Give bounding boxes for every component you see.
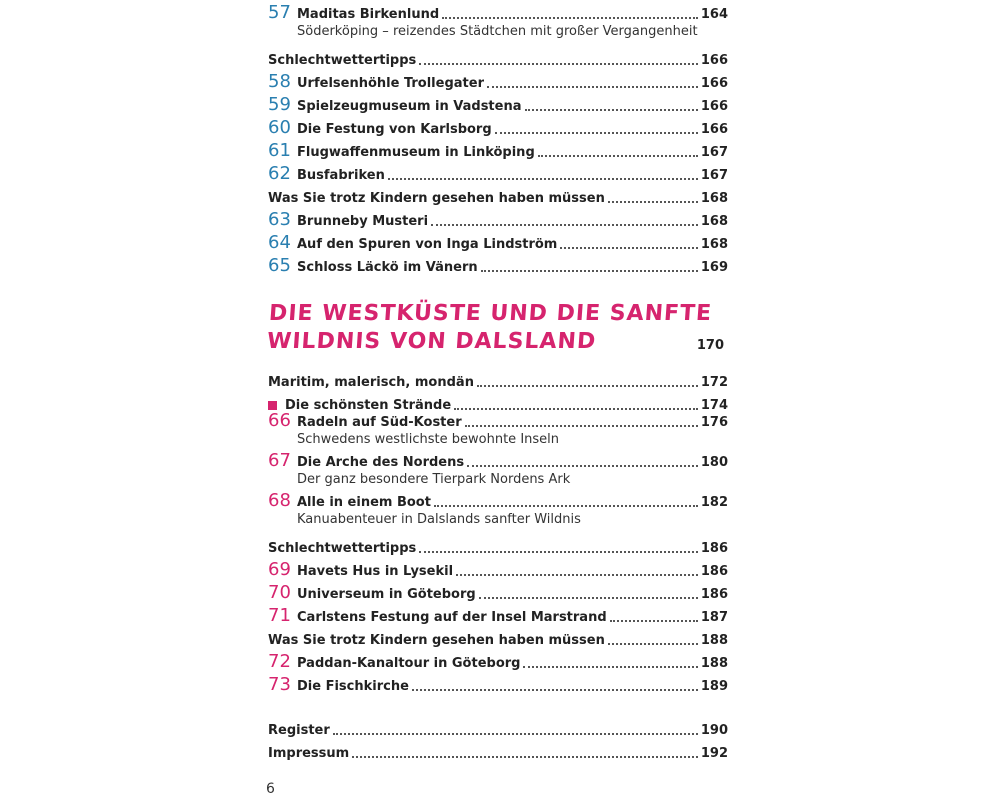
toc-entry[interactable]	[268, 603, 728, 626]
entry-number: 66	[268, 410, 291, 431]
entry-title: Die Arche des Nordens	[297, 455, 465, 470]
entry-page: 164	[700, 7, 728, 22]
entry-number: 59	[268, 94, 291, 115]
toc-entry[interactable]	[268, 626, 728, 649]
toc-entry[interactable]	[268, 69, 728, 92]
entry-page: 182	[700, 495, 728, 510]
toc-entry[interactable]	[268, 46, 728, 69]
toc-entry[interactable]	[268, 450, 728, 471]
toc-entry[interactable]	[268, 230, 728, 253]
entry-number: 67	[268, 450, 291, 471]
entry-page: 174	[700, 398, 728, 413]
entry-page: 168	[700, 214, 728, 229]
toc-entry[interactable]	[268, 649, 728, 672]
dot-leader	[495, 132, 698, 134]
entry-page: 192	[700, 746, 728, 761]
entry-page: 186	[700, 564, 728, 579]
entry-page: 187	[700, 610, 728, 625]
entry-title: Register	[268, 723, 330, 738]
entry-page: 186	[700, 541, 728, 556]
entry-page: 166	[700, 99, 728, 114]
entry-page: 168	[700, 191, 728, 206]
entry-title: Paddan-Kanaltour in Göteborg	[297, 656, 521, 671]
entry-page: 166	[700, 122, 728, 137]
entry-number: 73	[268, 674, 291, 695]
entry-title: Die Festung von Karlsborg	[297, 122, 492, 137]
entry-title: Spielzeugmuseum in Vadstena	[297, 99, 522, 114]
section-title-line-2: WILDNIS VON DALSLAND	[266, 329, 598, 354]
entry-page: 186	[700, 587, 728, 602]
toc-list-ostergotland	[268, 2, 728, 276]
dot-leader	[456, 574, 698, 576]
dot-leader	[442, 17, 698, 19]
dot-leader	[454, 408, 698, 410]
toc-entry[interactable]	[268, 92, 728, 115]
dot-leader	[608, 643, 698, 645]
entry-page: 188	[700, 656, 728, 671]
toc-entry[interactable]	[268, 580, 728, 603]
entry-title: Alle in einem Boot	[297, 495, 431, 510]
toc-entry[interactable]	[268, 2, 728, 23]
entry-title: Schlechtwettertipps	[268, 541, 417, 556]
dot-leader	[481, 270, 698, 272]
entry-subtitle: Kanuabenteuer in Dalslands sanfter Wildnis	[297, 512, 581, 527]
page-number: 6	[266, 781, 275, 797]
toc-list-appendix	[268, 716, 728, 762]
toc-entry[interactable]	[268, 391, 728, 414]
toc-entry[interactable]	[268, 557, 728, 580]
entry-page: 188	[700, 633, 728, 648]
dot-leader	[479, 597, 698, 599]
dot-leader	[525, 109, 698, 111]
dot-leader	[487, 86, 698, 88]
dot-leader	[352, 756, 698, 758]
entry-title: Urfelsenhöhle Trollegater	[297, 76, 484, 91]
entry-title: Radeln auf Süd-Koster	[297, 415, 462, 430]
toc-entry[interactable]	[268, 207, 728, 230]
entry-page: 167	[700, 145, 728, 160]
entry-title: Schlechtwettertipps	[268, 53, 417, 68]
entry-title: Carlstens Festung auf der Insel Marstrand	[297, 610, 607, 625]
toc-entry[interactable]	[268, 490, 728, 511]
dot-leader	[538, 155, 698, 157]
square-bullet-icon	[268, 401, 277, 410]
dot-leader	[560, 247, 698, 249]
entry-title: Havets Hus in Lysekil	[297, 564, 454, 579]
dot-leader	[419, 551, 698, 553]
dot-leader	[610, 620, 698, 622]
toc-entry[interactable]	[268, 368, 728, 391]
section-heading-westkueste	[268, 300, 728, 360]
toc-entry[interactable]	[268, 739, 728, 762]
entry-number: 69	[268, 559, 291, 580]
entry-page: 166	[700, 53, 728, 68]
entry-page: 176	[700, 415, 728, 430]
entry-title: Auf den Spuren von Inga Lindström	[297, 237, 558, 252]
dot-leader	[388, 178, 698, 180]
entry-title: Schloss Läckö im Vänern	[297, 260, 478, 275]
dot-leader	[431, 224, 698, 226]
entry-title: Maritim, malerisch, mondän	[268, 375, 474, 390]
section-title-line-1: DIE WESTKÜSTE UND DIE SANFTE	[268, 301, 713, 326]
toc-entry[interactable]	[268, 161, 728, 184]
toc-entry[interactable]	[268, 534, 728, 557]
entry-page: 168	[700, 237, 728, 252]
entry-number: 63	[268, 209, 291, 230]
toc-entry[interactable]	[268, 138, 728, 161]
dot-leader	[467, 465, 698, 467]
entry-page: 189	[700, 679, 728, 694]
entry-title: Was Sie trotz Kindern gesehen haben müssen	[268, 633, 605, 648]
entry-subtitle: Söderköping – reizendes Städtchen mit großer Vergangenheit	[297, 24, 698, 39]
entry-number: 57	[268, 2, 291, 23]
entry-title: Brunneby Musteri	[297, 214, 429, 229]
toc-entry[interactable]	[268, 672, 728, 695]
dot-leader	[412, 689, 698, 691]
section-title	[266, 300, 713, 356]
entry-number: 72	[268, 651, 291, 672]
entry-number: 62	[268, 163, 291, 184]
toc-entry[interactable]	[268, 716, 728, 739]
dot-leader	[465, 425, 698, 427]
entry-title: Die schönsten Strände	[285, 398, 452, 413]
dot-leader	[419, 63, 698, 65]
dot-leader	[434, 505, 698, 507]
entry-title: Impressum	[268, 746, 350, 761]
entry-number: 70	[268, 582, 291, 603]
entry-number: 60	[268, 117, 291, 138]
entry-title: Universeum in Göteborg	[297, 587, 476, 602]
toc-entry[interactable]	[268, 253, 728, 276]
entry-number: 64	[268, 232, 291, 253]
entry-number: 58	[268, 71, 291, 92]
entry-page: 169	[700, 260, 728, 275]
section-page-number: 170	[696, 338, 724, 353]
entry-number: 61	[268, 140, 291, 161]
entry-page: 190	[700, 723, 728, 738]
entry-page: 167	[700, 168, 728, 183]
toc-list-westkueste	[268, 368, 728, 695]
entry-number: 65	[268, 255, 291, 276]
toc-entry[interactable]	[268, 184, 728, 207]
entry-subtitle: Schwedens westlichste bewohnte Inseln	[297, 432, 560, 447]
entry-title: Was Sie trotz Kindern gesehen haben müssen	[268, 191, 605, 206]
entry-number: 71	[268, 605, 291, 626]
entry-title: Maditas Birkenlund	[297, 7, 440, 22]
dot-leader	[333, 733, 698, 735]
entry-page: 172	[700, 375, 728, 390]
entry-subtitle: Der ganz besondere Tierpark Nordens Ark	[297, 472, 571, 487]
dot-leader	[608, 201, 698, 203]
entry-number: 68	[268, 490, 291, 511]
entry-page: 180	[700, 455, 728, 470]
dot-leader	[523, 666, 697, 668]
entry-title: Flugwaffenmuseum in Linköping	[297, 145, 535, 160]
toc-entry[interactable]	[268, 115, 728, 138]
dot-leader	[477, 385, 698, 387]
toc-entry[interactable]	[268, 410, 728, 431]
entry-title: Busfabriken	[297, 168, 385, 183]
entry-page: 166	[700, 76, 728, 91]
entry-title: Die Fischkirche	[297, 679, 409, 694]
